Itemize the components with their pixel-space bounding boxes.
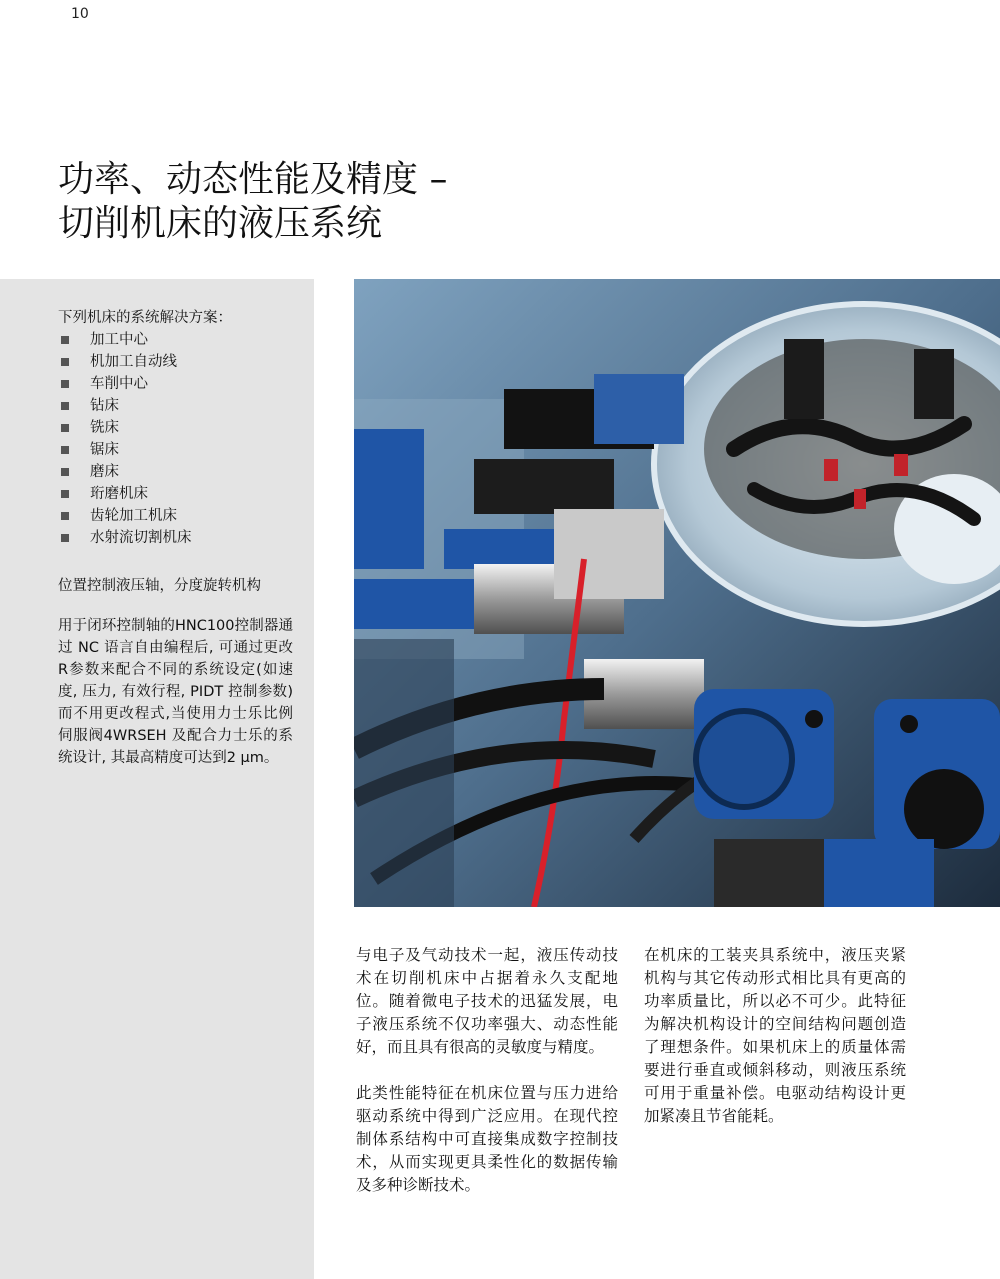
list-item: 车削中心 — [58, 373, 293, 395]
square-bullet-icon — [61, 446, 69, 454]
square-bullet-icon — [61, 534, 69, 542]
body-column-right — [644, 944, 906, 1151]
page-title — [58, 158, 447, 246]
square-bullet-icon — [61, 380, 69, 388]
list-item: 铣床 — [58, 417, 293, 439]
sidebar-panel — [0, 279, 314, 1279]
square-bullet-icon — [61, 358, 69, 366]
list-item: 珩磨机床 — [58, 483, 293, 505]
machine-list — [58, 329, 293, 549]
list-item: 机加工自动线 — [58, 351, 293, 373]
body-paragraph: 在机床的工装夹具系统中，液压夹紧机构与其它传动形式相比具有更高的功率质量比，所以必不可少。此特征为解决机构设计的空间结构问题创造了理想条件。如果机床上的质量体需要进行垂直或倾斜移动，则液压系统可用于重量补偿。电驱动结构设计更加紧凑且节省能耗。 — [644, 946, 906, 1125]
body-paragraph: 此类性能特征在机床位置与压力进给驱动系统中得到广泛应用。在现代控制体系结构中可直接集成数字控制技术，从而实现更具柔性化的数据传输及多种诊断技术。 — [356, 1084, 618, 1194]
list-item: 齿轮加工机床 — [58, 505, 293, 527]
square-bullet-icon — [61, 336, 69, 344]
list-item: 锯床 — [58, 439, 293, 461]
sidebar-heading: 下列机床的系统解决方案： — [58, 310, 232, 326]
body-paragraph: 与电子及气动技术一起，液压传动技术在切削机床中占据着永久支配地位。随着微电子技术的迅猛发展，电子液压系统不仅功率强大、动态性能好，而且具有很高的灵敏度与精度。 — [356, 946, 618, 1056]
page-number: 10 — [71, 6, 89, 22]
square-bullet-icon — [61, 490, 69, 498]
sidebar-paragraph: 用于闭环控制轴的HNC100控制器通过 NC 语言自由编程后, 可通过更改R参数来配合不同的系统设定(如速度, 压力, 有效行程, PIDT 控制参数)而不用更改程式,当使用力士乐比例伺服阀4WRSEH 及配合力士乐的系统设计, 其最高精度可达到2 µm。 — [58, 618, 293, 766]
square-bullet-icon — [61, 402, 69, 410]
square-bullet-icon — [61, 468, 69, 476]
square-bullet-icon — [61, 424, 69, 432]
title-line-1: 功率、动态性能及精度 – — [58, 159, 448, 200]
list-item: 钻床 — [58, 395, 293, 417]
machine-photo — [354, 279, 1000, 907]
list-item: 水射流切割机床 — [58, 527, 293, 549]
title-line-2: 切削机床的液压系统 — [58, 203, 383, 244]
body-column-left — [356, 944, 618, 1220]
sidebar-subheading: 位置控制液压轴，分度旋转机构 — [58, 578, 261, 594]
list-item: 磨床 — [58, 461, 293, 483]
square-bullet-icon — [61, 512, 69, 520]
list-item: 加工中心 — [58, 329, 293, 351]
